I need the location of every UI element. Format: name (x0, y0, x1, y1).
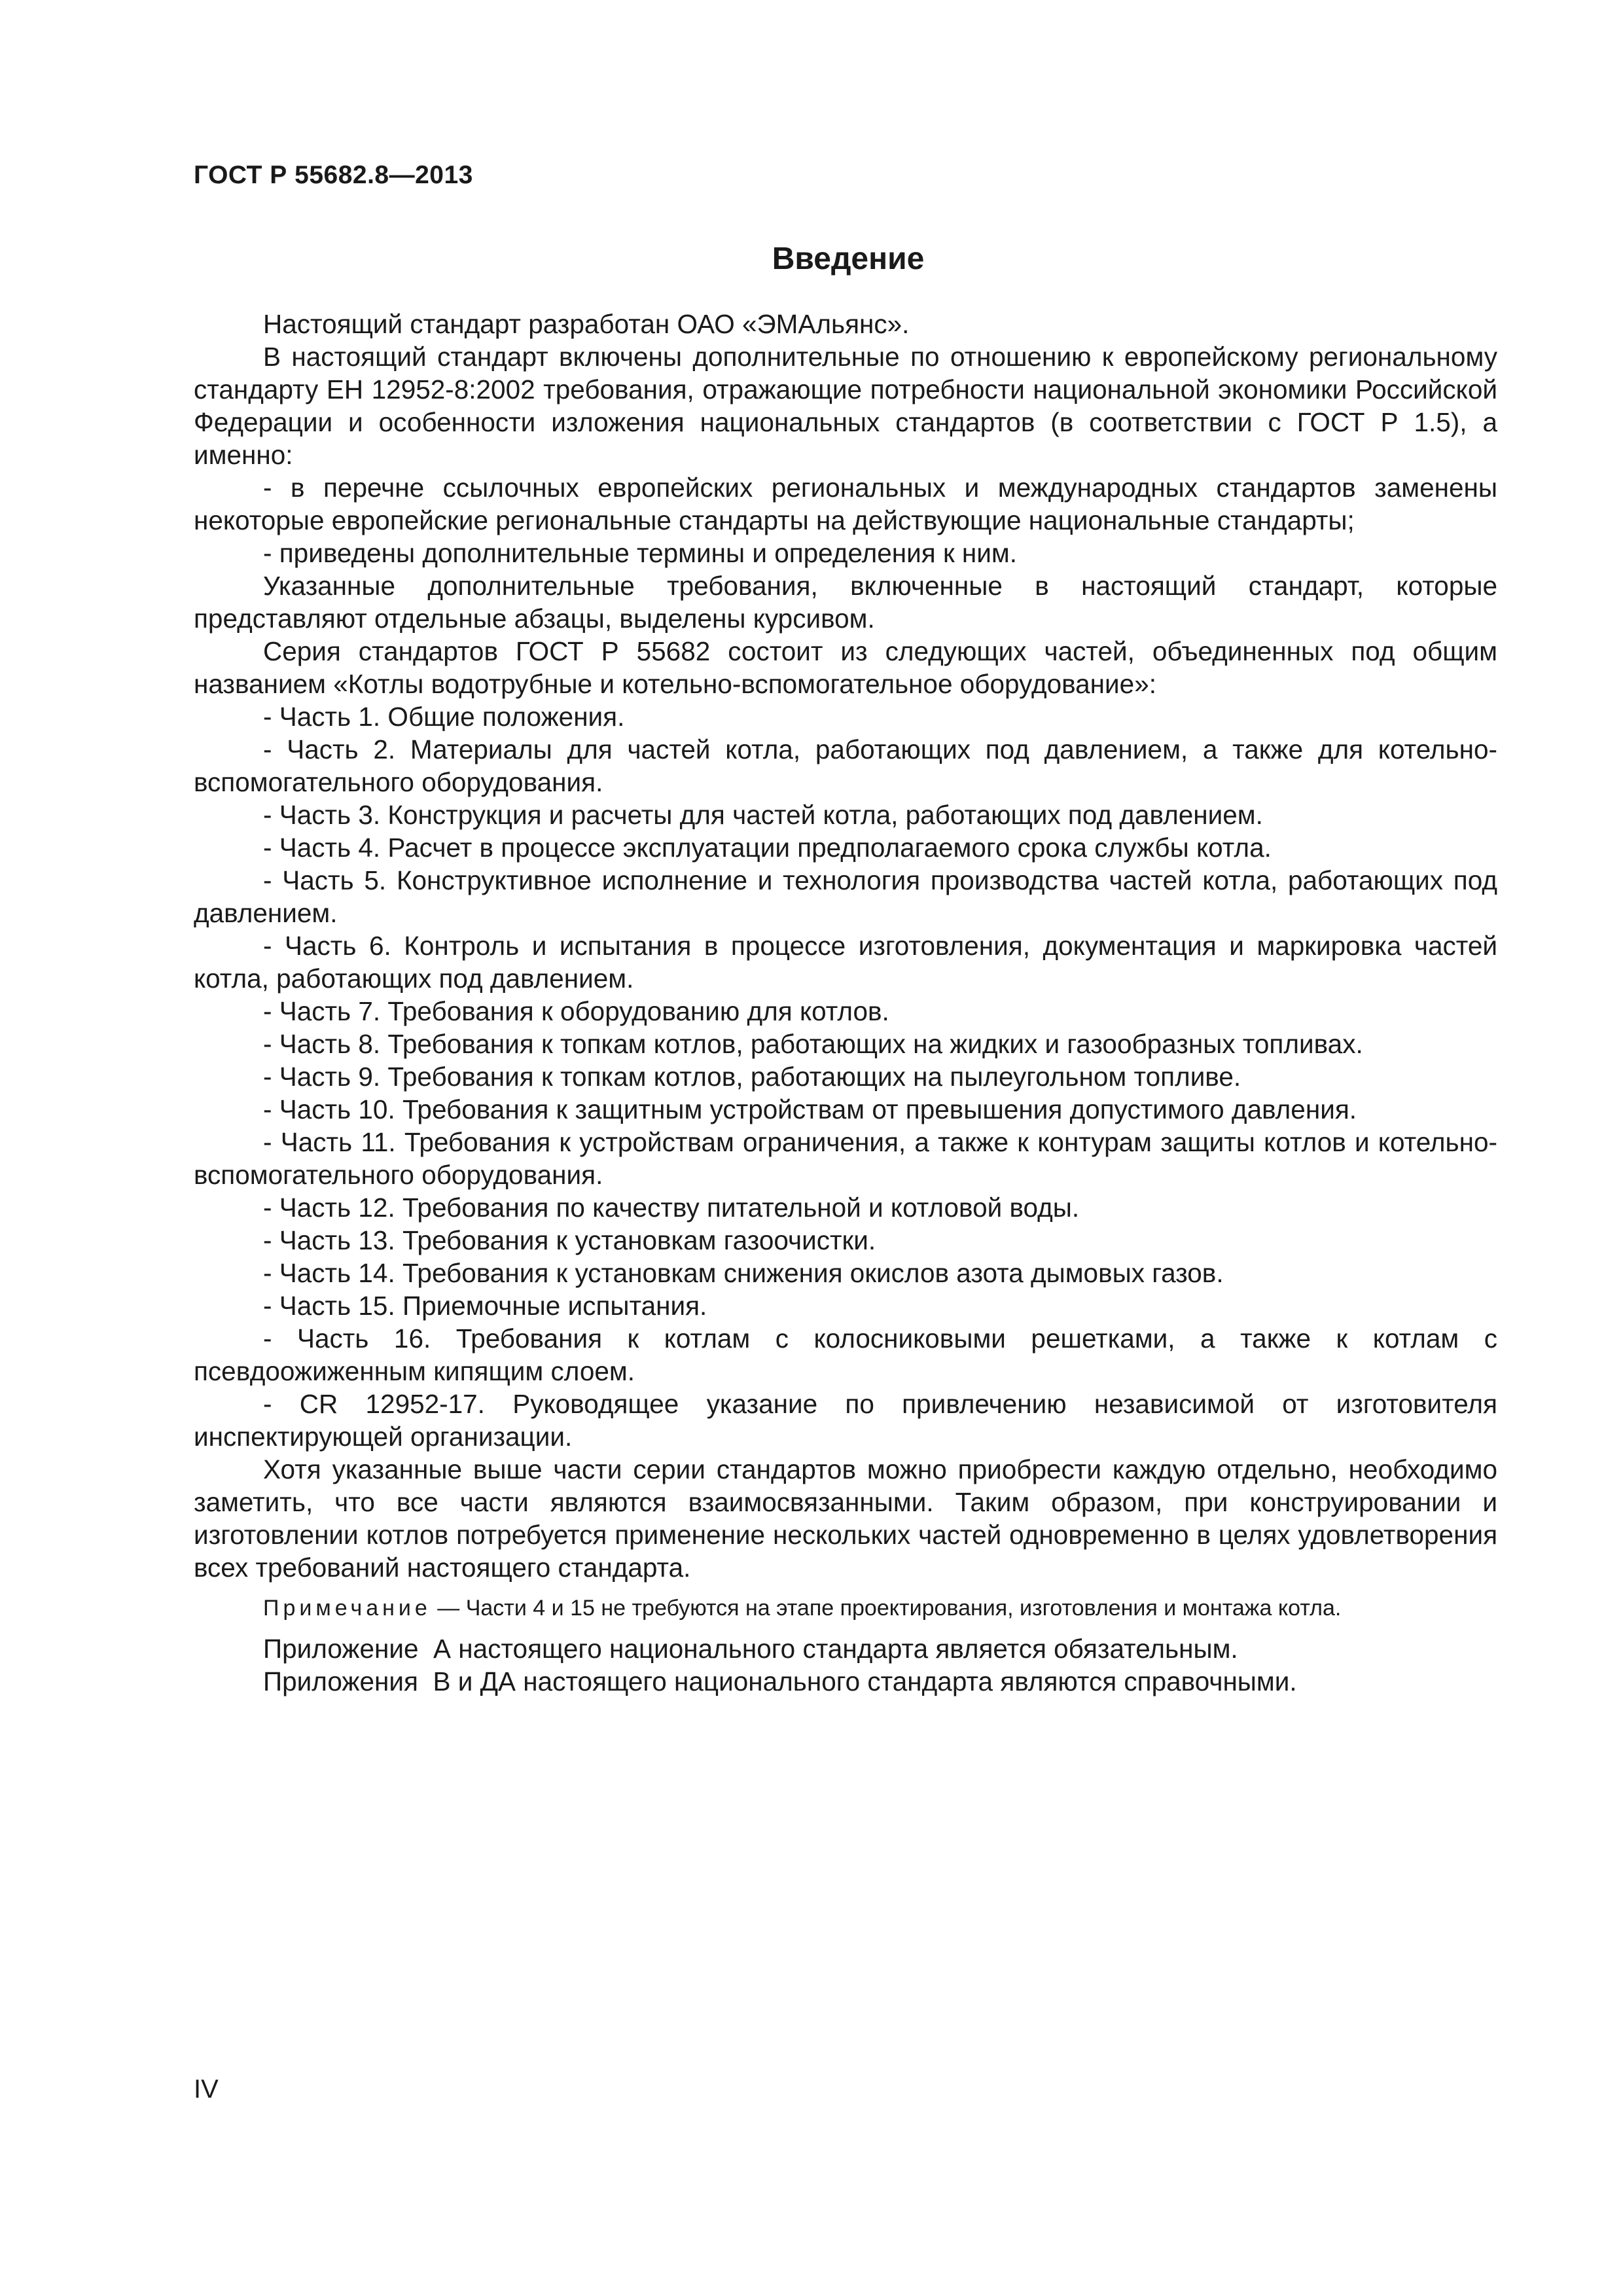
list-item: - Часть 4. Расчет в процессе эксплуатации предполагаемого срока службы котла. (263, 833, 1272, 863)
document-number: ГОСТ Р 55682.8—2013 (194, 161, 473, 189)
appendix-line: Приложения В и ДА настоящего национального стандарта являются справочными. (263, 1666, 1297, 1696)
list-item: - Часть 6. Контроль и испытания в процессе изготовления, документация и маркировка частей котла, работающих под давлением. (194, 931, 1497, 994)
list-item: - Часть 9. Требования к топкам котлов, работающих на пылеугольном топливе. (263, 1062, 1241, 1092)
page-title: Введение (772, 242, 925, 276)
list-item: - Часть 3. Конструкция и расчеты для частей котла, работающих под давлением. (263, 800, 1263, 830)
note (194, 1592, 1497, 1624)
list-item: - приведены дополнительные термины и определения к ним. (263, 538, 1018, 568)
page-number: IV (194, 2075, 219, 2104)
list-item: - Часть 14. Требования к установкам снижения окислов азота дымовых газов. (263, 1258, 1224, 1288)
list-item: - в перечне ссылочных европейских региональных и международных стандартов заменены некоторые европейские региональные стандарты на действующие национальные стандарты; (194, 473, 1497, 535)
paragraph: Хотя указанные выше части серии стандартов можно приобрести каждую отдельно, необходимо заметить, что все части являются взаимосвязанными. Таким образом, при конструировании и изготовлении котлов потребуется применение нескольких частей одновременно в целях удовлетворения всех требований настоящего стандарта. (194, 1454, 1497, 1583)
paragraph: В настоящий стандарт включены дополнительные по отношению к европейскому региональному стандарту ЕН 12952-8:2002 требования, отражающие потребности национальной экономики Российской Федерации и особенности изложения национальных стандартов (в соответствии с ГОСТ Р 1.5), а именно: (194, 342, 1497, 470)
list-item: - Часть 11. Требования к устройствам ограничения, а также к контурам защиты котлов и котельно-вспомогательного оборудования. (194, 1127, 1497, 1190)
list-item: - Часть 13. Требования к установкам газоочистки. (263, 1225, 876, 1255)
list-item: - Часть 16. Требования к котлам с колосниковыми решетками, а также к котлам с псевдоожиженным кипящим слоем. (194, 1323, 1497, 1386)
list-item: - Часть 7. Требования к оборудованию для котлов. (263, 996, 889, 1026)
appendix-line: Приложение А настоящего национального стандарта является обязательным. (263, 1634, 1238, 1664)
list-item: - CR 12952-17. Руководящее указание по привлечению независимой от изготовителя инспектирующей организации. (194, 1389, 1497, 1452)
note-label: Примечание (263, 1596, 431, 1621)
note-text: — Части 4 и 15 не требуются на этапе проектирования, изготовления и монтажа котла. (437, 1596, 1342, 1621)
list-item: - Часть 12. Требования по качеству питательной и котловой воды. (263, 1193, 1080, 1223)
list-item: - Часть 8. Требования к топкам котлов, работающих на жидких и газообразных топливах. (263, 1029, 1363, 1059)
list-item: - Часть 10. Требования к защитным устройствам от превышения допустимого давления. (263, 1094, 1357, 1124)
paragraph: Настоящий стандарт разработан ОАО «ЭМАльянс». (263, 309, 910, 339)
list-item: - Часть 2. Материалы для частей котла, работающих под давлением, а также для котельно-вспомогательного оборудования. (194, 734, 1497, 797)
list-item: - Часть 5. Конструктивное исполнение и технология производства частей котла, работающих под давлением. (194, 865, 1497, 928)
paragraph: Серия стандартов ГОСТ Р 55682 состоит из следующих частей, объединенных под общим названием «Котлы водотрубные и котельно-вспомогательное оборудование»: (194, 636, 1497, 699)
list-item: - Часть 1. Общие положения. (263, 702, 625, 732)
document-body (194, 308, 1497, 1698)
list-item: - Часть 15. Приемочные испытания. (263, 1291, 707, 1321)
paragraph: Указанные дополнительные требования, включенные в настоящий стандарт, которые представляют отдельные абзацы, выделены курсивом. (194, 571, 1497, 634)
